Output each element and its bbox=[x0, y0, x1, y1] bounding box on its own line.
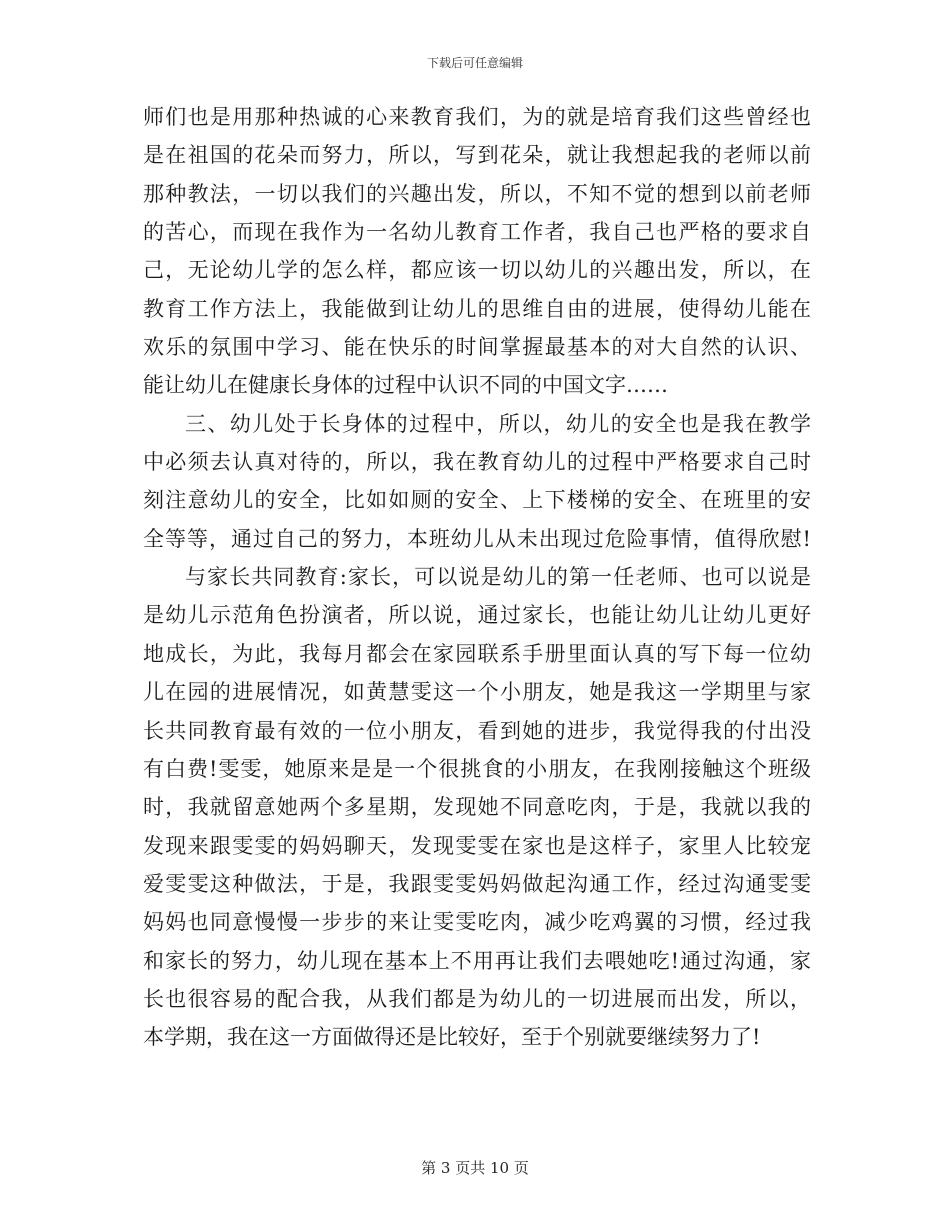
text-line: 长也很容易的配合我，从我们都是为幼儿的一切进展而出发，所以， bbox=[143, 986, 811, 1011]
text-line: 妈妈也同意慢慢一步步的来让雯雯吃肉，减少吃鸡翼的习惯，经过我 bbox=[143, 910, 811, 935]
paragraph-first-line: 与家长共同教育:家长，可以说是幼儿的第一任老师、也可以说是 bbox=[185, 565, 811, 590]
text-line: 和家长的努力，幼儿现在基本上不用再让我们去喂她吃!通过沟通，家 bbox=[143, 948, 811, 973]
text-line: 发现来跟雯雯的妈妈聊天，发现雯雯在家也是这样子，家里人比较宠 bbox=[143, 833, 811, 858]
text-line: 那种教法，一切以我们的兴趣出发，所以，不知不觉的想到以前老师 bbox=[143, 181, 811, 206]
text-line: 己，无论幼儿学的怎么样，都应该一切以幼儿的兴趣出发，所以，在 bbox=[143, 258, 811, 283]
text-line: 是在祖国的花朵而努力，所以，写到花朵，就让我想起我的老师以前 bbox=[143, 143, 811, 168]
text-line: 爱雯雯这种做法，于是，我跟雯雯妈妈做起沟通工作，经过沟通雯雯 bbox=[143, 871, 811, 896]
text-line: 刻注意幼儿的安全，比如如厕的安全、上下楼梯的安全、在班里的安 bbox=[143, 488, 811, 513]
text-line: 儿在园的进展情况，如黄慧雯这一个小朋友，她是我这一学期里与家 bbox=[143, 680, 811, 705]
text-line: 欢乐的氛围中学习、能在快乐的时间掌握最基本的对大自然的认识、 bbox=[143, 335, 811, 360]
text-line: 本学期，我在这一方面做得还是比较好，至于个别就要继续努力了! bbox=[143, 1025, 761, 1050]
text-line: 的苦心，而现在我作为一名幼儿教育工作者，我自己也严格的要求自 bbox=[143, 220, 811, 245]
text-line: 时，我就留意她两个多星期，发现她不同意吃肉，于是，我就以我的 bbox=[143, 795, 811, 820]
text-line: 长共同教育最有效的一位小朋友，看到她的进步，我觉得我的付出没 bbox=[143, 718, 811, 743]
text-line: 师们也是用那种热诚的心来教育我们，为的就是培育我们这些曾经也 bbox=[143, 105, 811, 129]
text-line: 是幼儿示范角色扮演者，所以说，通过家长，也能让幼儿让幼儿更好 bbox=[143, 603, 811, 628]
paragraph-first-line: 三、幼儿处于长身体的过程中，所以，幼儿的安全也是我在教学 bbox=[185, 411, 811, 436]
text-line: 教育工作方法上，我能做到让幼儿的思维自由的进展，使得幼儿能在 bbox=[143, 296, 811, 321]
page-header-note: 下载后可任意编辑 bbox=[426, 56, 523, 70]
text-line: 地成长，为此，我每月都会在家园联系手册里面认真的写下每一位幼 bbox=[143, 641, 811, 666]
page-number: 第 3 页共 10 页 bbox=[421, 1159, 529, 1177]
text-line: 有白费!雯雯，她原来是是一个很挑食的小朋友，在我刚接触这个班级 bbox=[143, 756, 811, 781]
text-line: 能让幼儿在健康长身体的过程中认识不同的中国文字…… bbox=[143, 373, 668, 398]
text-line: 全等等，通过自己的努力，本班幼儿从未出现过危险事情，值得欣慰! bbox=[143, 526, 811, 551]
text-line: 中必须去认真对待的，所以，我在教育幼儿的过程中严格要求自己时 bbox=[143, 450, 811, 475]
document-body bbox=[143, 98, 811, 1057]
